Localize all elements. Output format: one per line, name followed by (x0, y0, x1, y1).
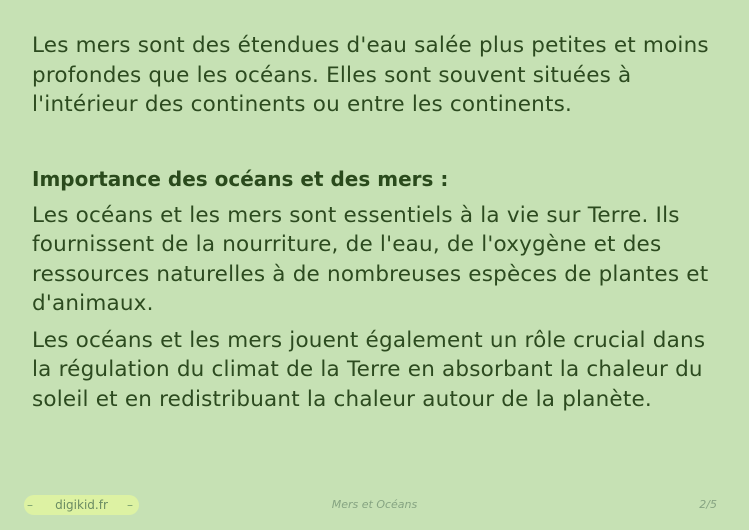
badge-right-mark: – (127, 498, 133, 512)
intro-paragraph: Les mers sont des étendues d'eau salée plus petites et moins profondes que les océans. Elles sont souvent situées à l'intérieur des continents ou entre les continents. (32, 33, 709, 117)
badge-left-mark: – (27, 498, 33, 512)
page-content (32, 31, 722, 414)
importance-paragraph-1: Les océans et les mers sont essentiels à la vie sur Terre. Ils fournissent de la nourriture, de l'eau, de l'oxygène et des ressources naturelles à de nombreuses espèces de plantes et d'animaux. (32, 202, 709, 316)
page-footer (0, 494, 749, 530)
site-badge-label: digikid.fr (55, 498, 108, 512)
page-number: 2/5 (699, 498, 717, 511)
section-heading: Importance des océans et des mers : (32, 166, 449, 191)
importance-paragraph-2: Les océans et les mers jouent également un rôle crucial dans la régulation du climat de la Terre en absorbant la chaleur du soleil et en redistribuant la chaleur autour de la planète. (32, 327, 706, 412)
footer-title: Mers et Océans (331, 498, 418, 511)
